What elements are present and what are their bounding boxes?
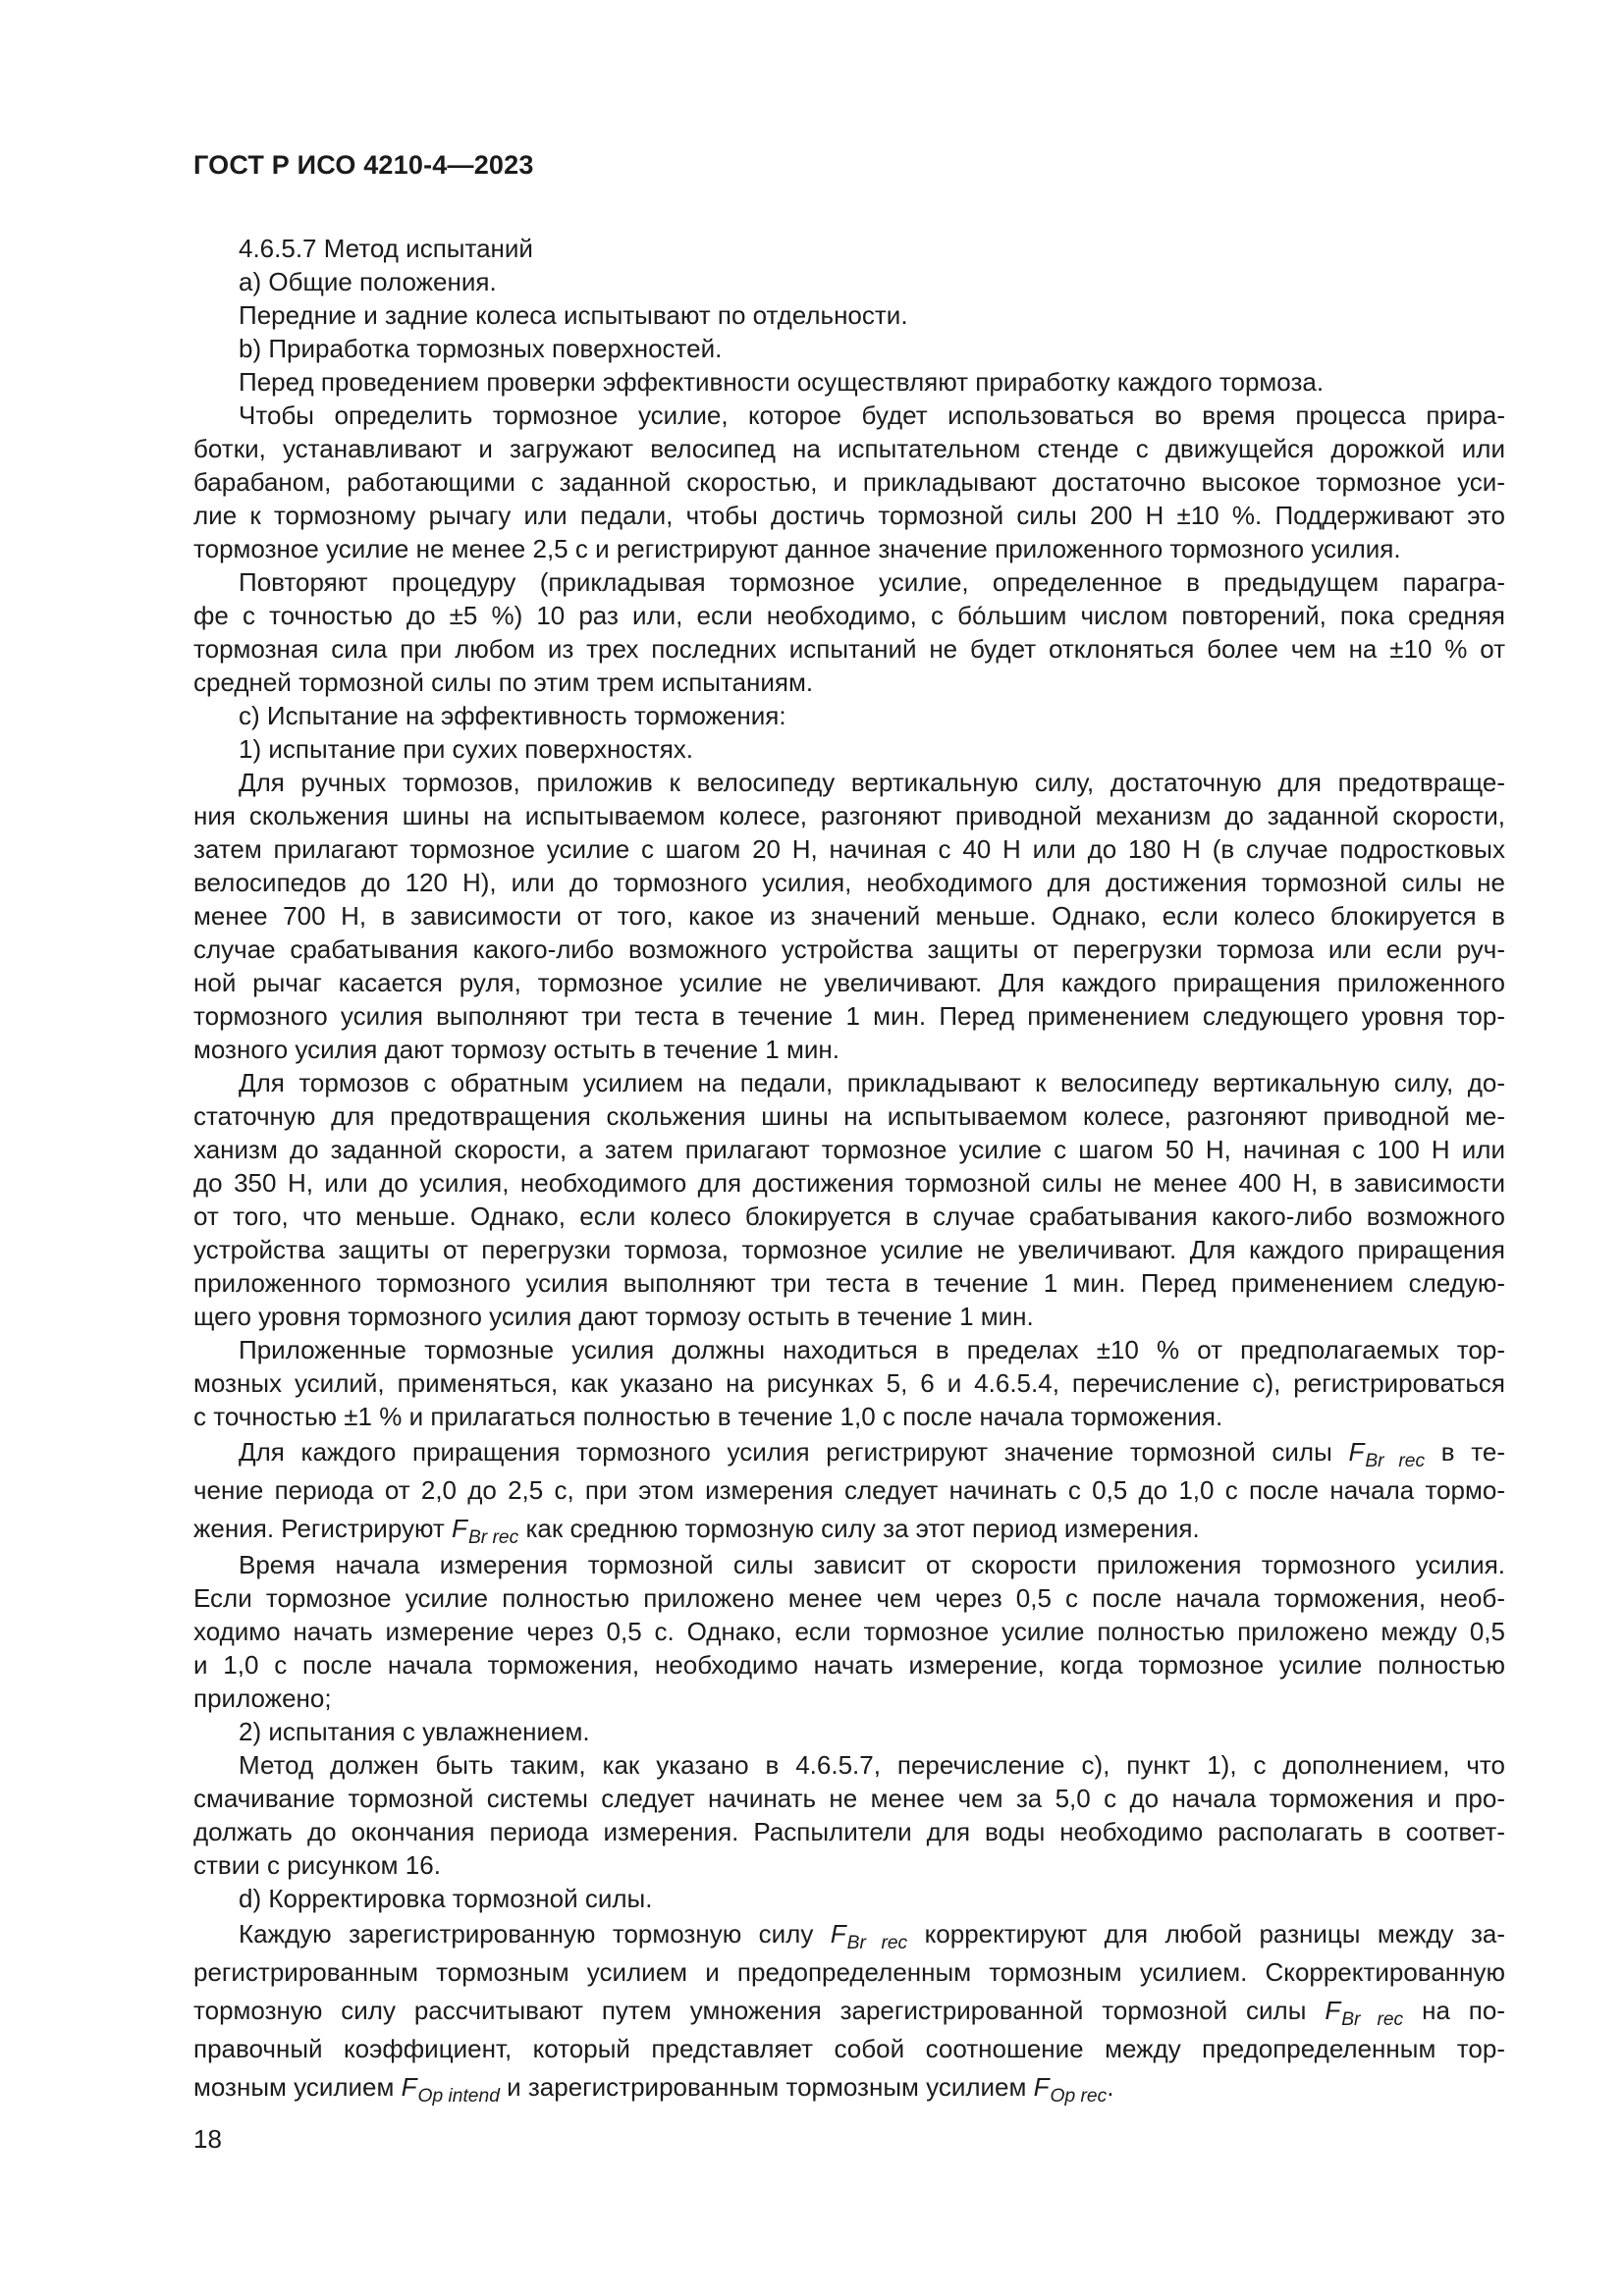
text-line: мозного усилия дают тормозу остыть в течение 1 мин. [193, 1035, 839, 1064]
text-line: приложено; [193, 1683, 332, 1713]
text-line: ной рычаг касается руля, тормозное усилие не увеличивают. Для каждого приращения приложенного [193, 968, 1505, 997]
text-line: фе с точностью до ±5 %) 10 раз или, если необходимо, с бо́льшим числом повторений, пока средняя [193, 601, 1505, 630]
text-line: устройства защиты от перегрузки тормоза, тормозное усилие не увеличивают. Для каждого приращения [193, 1235, 1505, 1264]
page-number: 18 [193, 2124, 222, 2154]
text-line: b) Приработка тормозных поверхностей. [239, 334, 723, 363]
text-line: менее 700 Н, в зависимости от того, какое из значений меньше. Однако, если колесо блокируется в [193, 901, 1505, 931]
text-line: тормозную силу рассчитывают путем умножения зарегистрированной тормозной силы $F_{Br rec}$ на по- [193, 1996, 1505, 2031]
text-line: мозных усилий, применяться, как указано на рисунках 5, 6 и 4.6.5.4, перечисление с), регистрироваться [193, 1368, 1505, 1398]
paragraph [193, 1915, 1505, 2107]
document-header: ГОСТ Р ИСО 4210-4—2023 [193, 150, 534, 180]
paragraph [193, 766, 1505, 1066]
paragraph [193, 732, 1505, 766]
text-line: от того, что меньше. Однако, если колесо блокируется в случае срабатывания какого-либо возможного [193, 1201, 1505, 1231]
text-line: жения. Регистрируют $F_{Br rec}$ как среднюю тормозную силу за этот период измерения. [193, 1514, 1200, 1549]
paragraph [193, 332, 1505, 365]
text-line: и 1,0 с после начала торможения, необходимо начать измерение, когда тормозное усилие полностью [193, 1650, 1505, 1680]
paragraph [193, 232, 1505, 265]
text-line: ходимо начать измерение через 0,5 с. Однако, если тормозное усилие полностью приложено между 0,5 [193, 1617, 1505, 1646]
paragraph [193, 1333, 1505, 1433]
text-line: Перед проведением проверки эффективности осуществляют приработку каждого тормоза. [239, 367, 1325, 397]
text-line: лие к тормозному рычагу или педали, чтобы достичь тормозной силы 200 Н ±10 %. Поддерживают это [193, 501, 1505, 530]
paragraph [193, 298, 1505, 332]
text-line: тормозное усилие не менее 2,5 с и регистрируют данное значение приложенного тормозного усилия. [193, 534, 1401, 563]
text-line: велосипедов до 120 Н), или до тормозного усилия, необходимого для достижения тормозной силы не [193, 868, 1505, 897]
text-line: Передние и задние колеса испытывают по отдельности. [239, 300, 908, 330]
text-line: ханизм до заданной скорости, а затем прилагают тормозное усилие с шагом 50 Н, начиная с 100 Н или [193, 1135, 1505, 1164]
text-line: 4.6.5.7 Метод испытаний [239, 234, 533, 263]
text-line: затем прилагают тормозное усилие с шагом 20 Н, начиная с 40 Н или до 180 Н (в случае подростковых [193, 834, 1505, 864]
text-line: Для тормозов с обратным усилием на педали, прикладывают к велосипеду вертикальную силу, до- [239, 1068, 1505, 1097]
text-line: Метод должен быть таким, как указано в 4.6.5.7, перечисление с), пункт 1), с дополнением, что [239, 1750, 1505, 1780]
text-line: d) Корректировка тормозной силы. [239, 1884, 653, 1913]
text-line: Время начала измерения тормозной силы зависит от скорости приложения тормозного усилия. [239, 1550, 1505, 1579]
text-line: ствии с рисунком 16. [193, 1850, 441, 1880]
text-line: Чтобы определить тормозное усилие, которое будет использоваться во время процесса прира- [239, 400, 1505, 430]
document-body [193, 232, 1505, 2156]
text-line: 2) испытания с увлажнением. [239, 1717, 590, 1746]
text-line: приложенного тормозного усилия выполняют три теста в течение 1 мин. Перед применением следую- [193, 1268, 1505, 1298]
text-line: Каждую зарегистрированную тормозную силу $F_{Br rec}$ корректируют для любой разницы между за- [239, 1919, 1505, 1954]
text-line: Повторяют процедуру (прикладывая тормозное усилие, определенное в предыдущем парагра- [239, 567, 1505, 597]
text-line: чение периода от 2,0 до 2,5 с, при этом измерения следует начинать с 0,5 до 1,0 с после начала тормо- [193, 1475, 1505, 1505]
paragraph [193, 1548, 1505, 1715]
paragraph [193, 565, 1505, 699]
paragraph [193, 1748, 1505, 1882]
text-line: до 350 Н, или до усилия, необходимого для достижения тормозной силы не менее 400 Н, в зависимости [193, 1168, 1505, 1198]
text-line: с) Испытание на эффективность торможения: [239, 701, 786, 730]
text-line: Приложенные тормозные усилия должны находиться в пределах ±10 % от предполагаемых тор- [239, 1335, 1505, 1364]
formula-symbol: $F_{Op intend}$ [401, 2072, 500, 2108]
paragraph [193, 1433, 1505, 1548]
paragraph [193, 265, 1505, 298]
text-line: ния скольжения шины на испытываемом колесе, разгоняют приводной механизм до заданной скорости, [193, 801, 1505, 830]
paragraph [193, 1882, 1505, 1915]
text-line: Если тормозное усилие полностью приложено менее чем через 0,5 с после начала торможения, необ- [193, 1583, 1505, 1613]
paragraph [193, 1715, 1505, 1748]
text-line: мозным усилием $F_{Op intend}$ и зарегистрированным тормозным усилием $F_{Op rec}$. [193, 2072, 1114, 2108]
text-line: случае срабатывания какого-либо возможного устройства защиты от перегрузки тормоза или если руч- [193, 934, 1505, 964]
formula-symbol: $F_{Br rec}$ [830, 1919, 908, 1954]
paragraph [193, 365, 1505, 399]
formula-symbol: $F_{Br rec}$ [452, 1514, 519, 1549]
formula-symbol: $F_{Op rec}$ [1033, 2072, 1108, 2108]
text-line: 1) испытание при сухих поверхностях. [239, 734, 694, 764]
text-line: ботки, устанавливают и загружают велосипед на испытательном стенде с движущейся дорожкой или [193, 434, 1505, 463]
text-line: статочную для предотвращения скольжения шины на испытываемом колесе, разгоняют приводной ме- [193, 1101, 1505, 1131]
text-line: средней тормозной силы по этим трем испытаниям. [193, 667, 814, 697]
text-line: с точностью ±1 % и прилагаться полностью в течение 1,0 с после начала торможения. [193, 1402, 1223, 1431]
paragraph [193, 399, 1505, 565]
text-line: правочный коэффициент, который представляет собой соотношение между предопределенным тор- [193, 2034, 1505, 2063]
text-line: Для ручных тормозов, приложив к велосипеду вертикальную силу, достаточную для предотвраще- [239, 768, 1505, 797]
text-line: Для каждого приращения тормозного усилия регистрируют значение тормозной силы $F_{Br rec}$ в те- [239, 1437, 1505, 1472]
text-line: должать до окончания периода измерения. Распылители для воды необходимо располагать в соответ- [193, 1817, 1505, 1846]
text-line: щего уровня тормозного усилия дают тормозу остыть в течение 1 мин. [193, 1302, 1034, 1331]
paragraph [193, 1066, 1505, 1333]
text-line: а) Общие положения. [239, 267, 497, 296]
text-line: тормозного усилия выполняют три теста в течение 1 мин. Перед применением следующего уровня тор- [193, 1001, 1505, 1031]
formula-symbol: $F_{Br rec}$ [1348, 1437, 1426, 1472]
text-line: барабаном, работающими с заданной скоростью, и прикладывают достаточно высокое тормозное уси- [193, 467, 1505, 497]
text-line: тормозная сила при любом из трех последних испытаний не будет отклоняться более чем на ±10 % от [193, 634, 1505, 664]
text-line: смачивание тормозной системы следует начинать не менее чем за 5,0 с до начала торможения и про- [193, 1784, 1505, 1813]
formula-symbol: $F_{Br rec}$ [1325, 1996, 1404, 2031]
paragraph [193, 699, 1505, 732]
text-line: регистрированным тормозным усилием и предопределенным тормозным усилием. Скорректированную [193, 1957, 1505, 1987]
